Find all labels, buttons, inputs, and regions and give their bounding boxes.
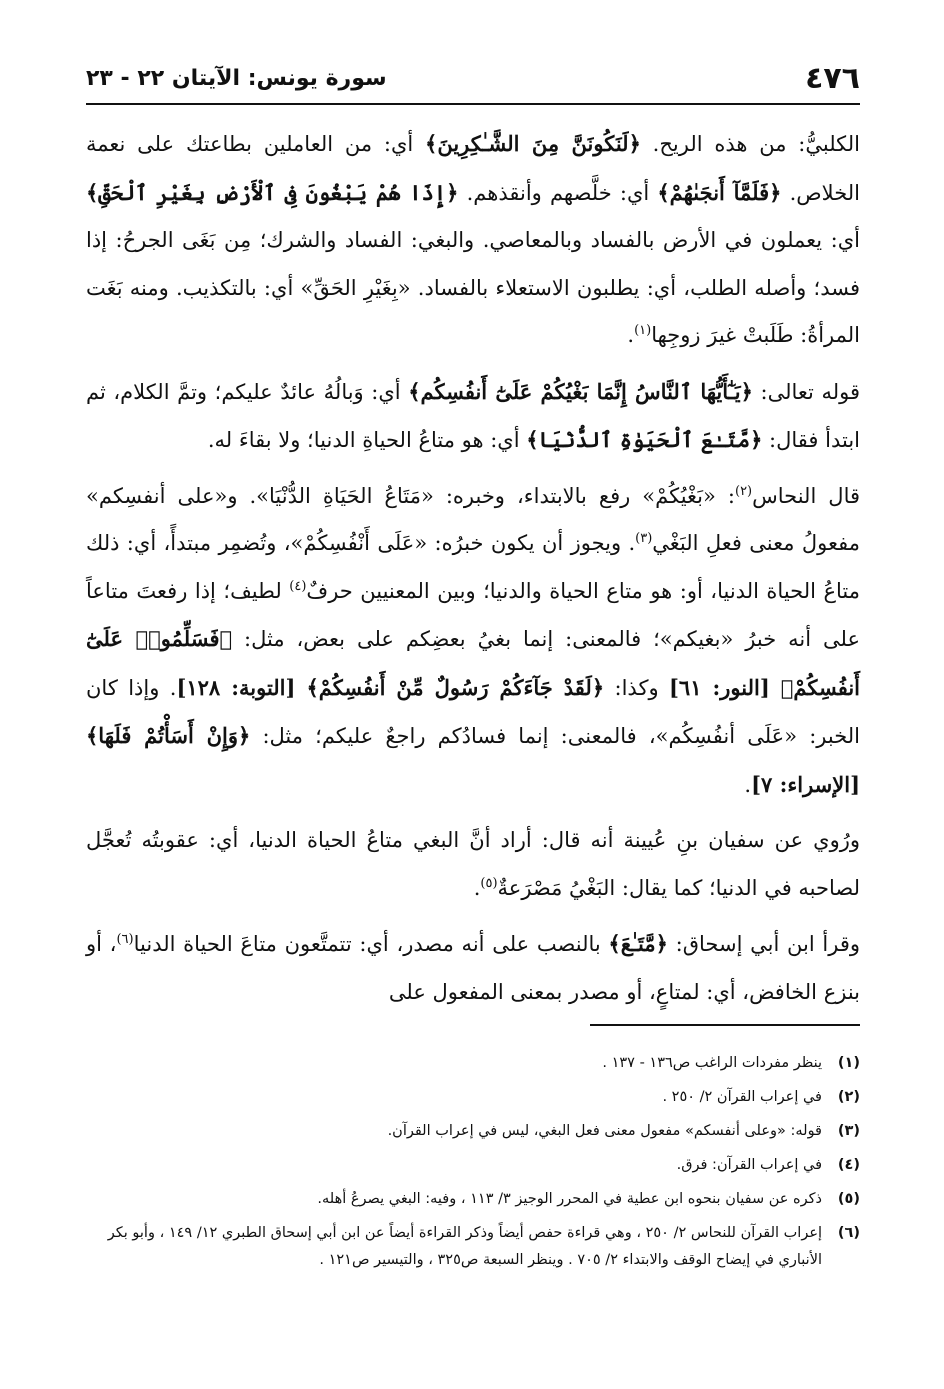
footnote-text: في إعراب القرآن: فرق. [676,1157,822,1173]
text-run: أي: خلَّصهم وأنقذهم. [458,180,658,205]
paragraph-4 [86,817,860,912]
text-run: . [744,772,752,797]
text-run: : «بَغْيُكُمْ» رفع بالابتداء، وخبره: «مَتَاعُ الحَيَاةِ الدُّنْيَا». و«على أنفسِكم» مفعولُ معنى فعلِ البَغْي [86,483,860,555]
paragraph-5 [86,920,860,1016]
footnote-text: في إعراب القرآن ٢/ ٢٥٠ . [662,1089,822,1105]
footnote-ref[interactable]: (١) [634,323,652,338]
header-rule [86,103,860,105]
text-run: أي: هو متاعُ الحياةِ الدنيا؛ ولا بقاءَ له. [207,428,527,452]
footnote-number: (٣) [837,1123,860,1139]
footnote-number: (١) [837,1055,860,1071]
text-run: الكلبيُّ: من هذه الريح. [640,132,860,156]
footnote-text: ينظر مفردات الراغب ص١٣٦ - ١٣٧ . [602,1055,822,1071]
footnote-number: (٥) [837,1191,860,1207]
verse-reference: [النور: ٦١] [668,674,781,700]
text-run: أي: يعملون في الأرض بالفساد وبالمعاصي. والبغي: الفساد والشرك؛ مِن بَغَى الجرحُ: إذا فسد؛ وأصله الطلب، أي: يطلبون الاستعلاء بالفساد. «بِغَيْرِ الحَقِّ» أي: بالتكذيب. ومنه بَغَت المرأةُ: طَلَبتْ غيرَ زوجِها [86,228,860,347]
text-run: ، أو بنزع الخافض، أي: لمتاعٍ، أو مصدر بمعنى المفعول على [86,932,860,1004]
text-run: ورُوي عن سفيان بنِ عُيينة أنه قال: أراد أنَّ البغي متاعُ الحياة الدنيا، أي: عقوبتُه تُعجَّل لصاحبه في الدنيا؛ كما يقال: البَغْيُ مَصْرَعةٌ [86,828,860,900]
quran-quote: ﴿مَّتَـٰعَ ٱلْحَيَوٰةِ ٱلدُّنْيَا﴾ [526,427,763,452]
page-number: ٤٧٦ [805,60,860,96]
text-run: . [627,323,635,347]
footnote-ref[interactable]: (٦) [116,932,134,947]
text-run: وقرأ ابن أبي إسحاق: [667,932,860,956]
paragraph-3 [86,473,860,810]
footnote-ref[interactable]: (٣) [635,531,653,546]
footnote-ref[interactable]: (٥) [480,875,498,891]
quran-quote: ﴿مَّتَـٰعَ﴾ [608,931,668,956]
footnote-number: (٤) [837,1157,860,1173]
quran-quote: ﴿لَنَكُونَنَّ مِنَ الشَّـٰكِرِينَ﴾ [425,131,641,156]
text-run: لطيف؛ إذا رفعتَ متاعاً على أنه خبرُ «بغيكم»؛ فالمعنى: إنما بغيُ بعضِكم على بعض، مثل: [86,578,860,651]
footnote-ref[interactable]: (٤) [289,578,307,594]
main-text [86,120,860,1024]
running-title: سورة يونس: الآيتان ٢٢ - ٢٣ [86,65,387,91]
footnote-2 [86,1080,860,1114]
footnotes [86,1046,860,1274]
quran-quote: ﴿إِذَا هُمْ يَبْغُونَ فِى ٱلْأَرْضِ بِغَيْرِ ٱلْحَقِّ﴾ [86,179,459,205]
verse-reference: [الإسراء: ٧] [751,771,860,797]
footnote-5 [86,1182,860,1216]
footnote-ref[interactable]: (٢) [734,483,753,499]
text-run: أي: من العاملين بطاعتك على نعمة الخلاص. [86,132,860,205]
footnote-text: إعراب القرآن للنحاس ٢/ ٢٥٠ ، وهي قراءة حفص أيضاً وذكر القراءة أيضاً عن ابن أبي إسحاق الطبري ١٢/ ١٤٩ ، وأبو بكر الأنباري في إيضاح الوقف والابتداء ٢/ ٧٠٥ . وينظر السبعة ص٣٢٥ ، والتيسير ص١٢١ . [107,1225,822,1268]
quran-quote: ﴿فَلَمَّآ أَنجَىٰهُمْ﴾ [657,179,782,205]
footnote-6 [86,1216,860,1274]
quran-quote: ﴿وَإِنْ أَسَأْتُمْ فَلَهَا﴾ [86,723,251,748]
text-run: . ويجوز أن يكون خبرُه: «عَلَى أَنْفُسِكُمْ»، وتُضمِر مبتدأً، أي: ذلك متاعُ الحياة الدنيا، أو: هو متاع الحياة والدنيا؛ وبين المعنيين حرفٌ [86,531,860,603]
text-run: بالنصب على أنه مصدر، أي: تتمتَّعون متاعَ الحياة الدنيا [133,932,609,956]
text-run: . [473,875,481,900]
text-run: قوله تعالى: [752,379,860,404]
text-run: قال النحاس [752,483,861,508]
footnote-4 [86,1148,860,1182]
page-header [86,58,860,98]
footnote-number: (٦) [837,1225,860,1241]
quran-quote: ﴿يَـٰٓأَيُّهَا ٱلنَّاسُ إِنَّمَا بَغْيُكُمْ عَلَىٰٓ أَنفُسِكُم﴾ [408,378,753,404]
text-run: أي: وَبالُهُ عائدٌ عليكم؛ وتمَّ الكلام، ثم ابتدأ فقال: [86,379,860,452]
quran-quote: ﴿فَسَلِّمُوا۟ عَلَىٰٓ أَنفُسِكُمْ﴾ [86,626,860,700]
footnote-number: (٢) [837,1089,860,1105]
footnote-separator [590,1024,860,1026]
footnote-1 [86,1046,860,1080]
footnote-text: قوله: «وعلى أنفسكم» مفعول معنى فعل البغي، ليس في إعراب القرآن. [387,1123,822,1139]
quran-quote: ﴿لَقَدْ جَآءَكُمْ رَسُولٌ مِّنْ أَنفُسِكُمْ﴾ [306,674,605,700]
text-run: . وإذا كان الخبر: «عَلَى أنفُسِكُم»، فالمعنى: إنما فسادُكم راجعٌ عليكم؛ مثل: [86,675,860,748]
footnote-text: ذكره عن سفيان بنحوه ابن عطية في المحرر الوجيز ٣/ ١١٣ ، وفيه: البغي يصرعُ أهله. [317,1191,822,1207]
paragraph-1 [86,120,860,360]
verse-reference: [التوبة: ١٢٨] [176,674,307,700]
paragraph-2 [86,368,860,465]
footnote-3 [86,1114,860,1148]
text-run: وكذا: [604,675,669,700]
